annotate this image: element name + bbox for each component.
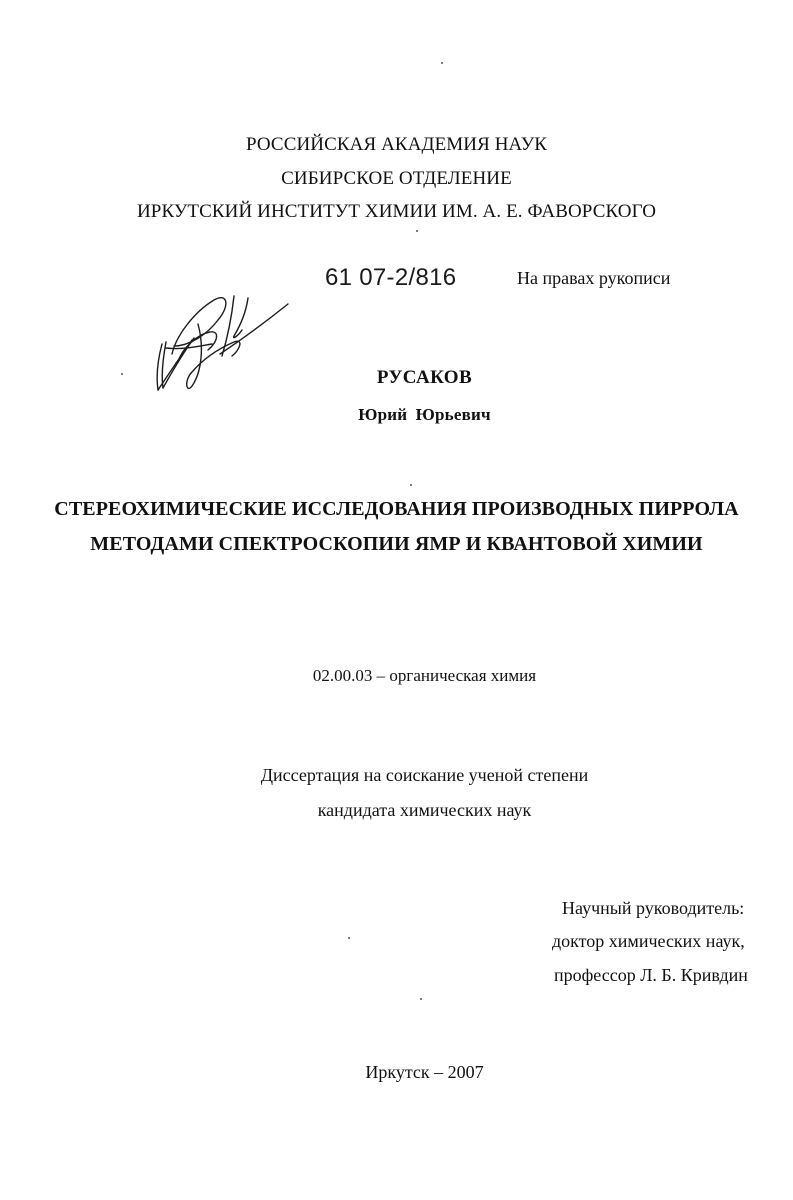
academy-name: РОССИЙСКАЯ АКАДЕМИЯ НАУК: [245, 134, 548, 155]
scan-speck: [441, 62, 443, 64]
scan-speck: [410, 484, 412, 486]
library-stamp-number: 61 07-2/816: [325, 264, 457, 291]
author-surname: РУСАКОВ: [376, 367, 473, 388]
institute-name: ИРКУТСКИЙ ИНСТИТУТ ХИМИИ ИМ. А. Е. ФАВОРСКОГО: [136, 201, 657, 222]
supervisor-degree: доктор химических наук,: [552, 931, 745, 951]
scan-speck: [420, 998, 422, 1000]
dissertation-title-line-1: СТЕРЕОХИМИЧЕСКИЕ ИССЛЕДОВАНИЯ ПРОИЗВОДНЫХ ПИРРОЛА: [54, 498, 739, 520]
scan-speck: [416, 230, 418, 232]
supervisor-label: Научный руководитель:: [562, 898, 745, 918]
dissertation-title-line-2: МЕТОДАМИ СПЕКТРОСКОПИИ ЯМР И КВАНТОВОЙ ХИМИИ: [90, 533, 703, 555]
manuscript-rights-label: На правах рукописи: [517, 268, 671, 288]
supervisor-name: профессор Л. Б. Кривдин: [554, 965, 748, 985]
degree-line-2: кандидата химических наук: [317, 800, 532, 820]
degree-line-1: Диссертация на соискание ученой степени: [260, 765, 589, 785]
author-given-names: Юрий Юрьевич: [358, 405, 491, 424]
scan-speck: [348, 937, 350, 939]
scan-speck: [121, 373, 123, 375]
branch-name: СИБИРСКОЕ ОТДЕЛЕНИЕ: [281, 168, 512, 189]
specialty-code: 02.00.03 – органическая химия: [312, 666, 537, 685]
place-and-year: Иркутск – 2007: [365, 1062, 484, 1082]
